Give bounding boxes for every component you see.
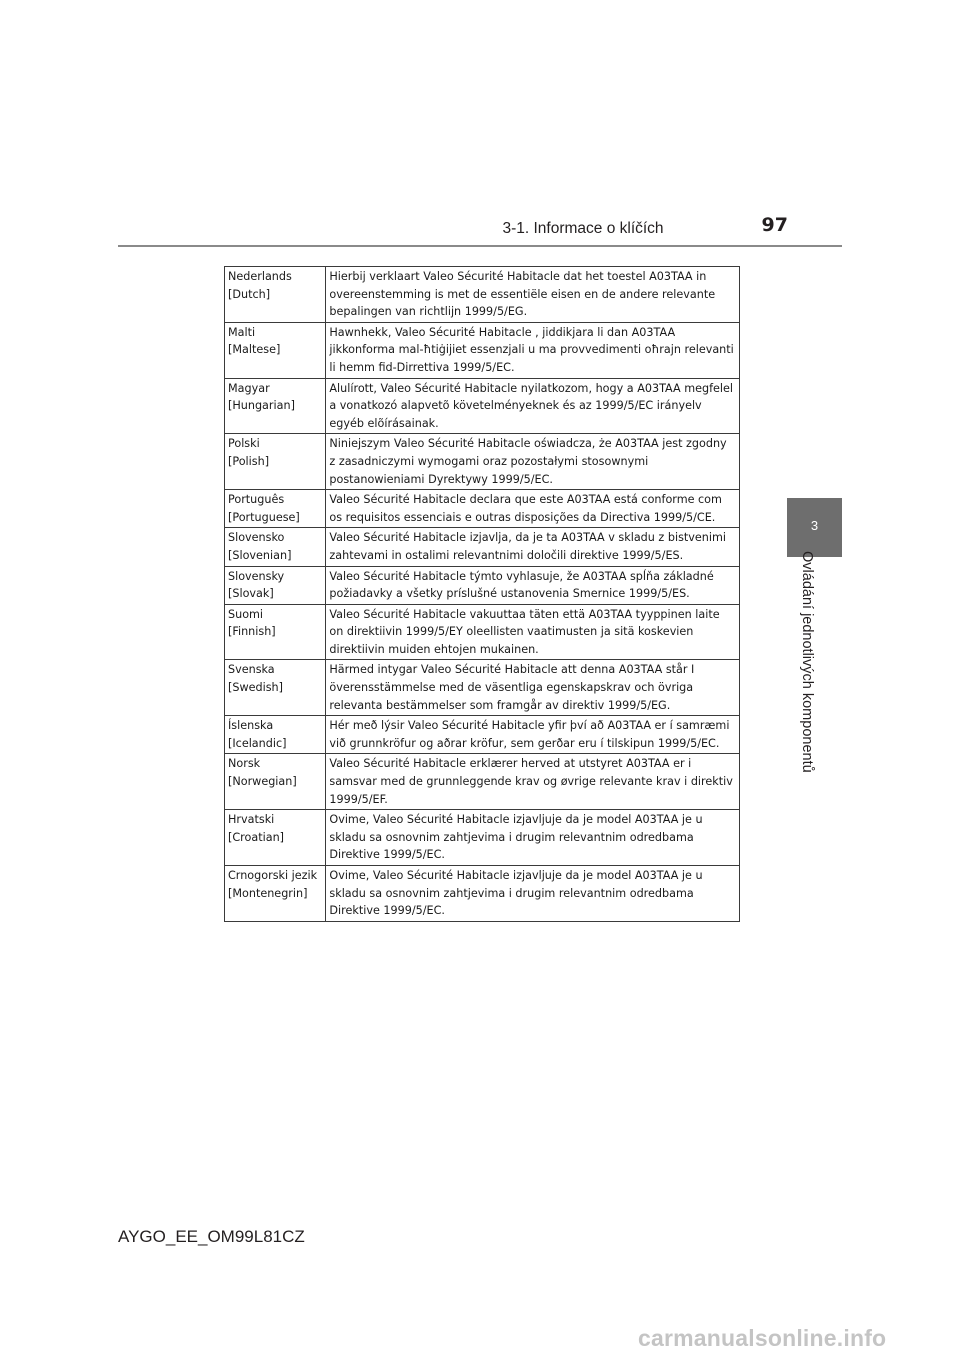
declaration-table-body [225, 267, 740, 922]
language-code: [Dutch] [228, 287, 271, 301]
language-code: [Polish] [228, 454, 270, 468]
declaration-text: Hawnhekk, Valeo Sécurité Habitacle , jiddikjara li dan A03TAA jikkonforma mal-ħtiġijiet essenzjali u ma provvedimenti oħrajn relevanti li hemm fid-Dirrettiva 1999/5/EC. [326, 322, 740, 378]
language-name: Crnogorski jezik [228, 869, 318, 882]
language-cell [225, 322, 326, 378]
chapter-number: 3 [810, 518, 819, 533]
language-code: [Portuguese] [228, 510, 300, 524]
language-name: Malti [228, 325, 256, 339]
declaration-text: Härmed intygar Valeo Sécurité Habitacle att denna A03TAA står I överensstämmelse med de väsentliga egenskapskrav och övriga relevanta bestämmelser som framgår av direktiv 1999/5/EG. [326, 660, 740, 716]
declaration-text: Valeo Sécurité Habitacle týmto vyhlasuje, že A03TAA spĺňa základné požiadavky a všetky príslušné ustanovenia Smernice 1999/5/ES. [326, 566, 740, 604]
table-row [225, 810, 740, 866]
language-code: [Slovak] [228, 587, 274, 601]
chapter-label: Ovládání jednotlivých komponentů [799, 551, 815, 773]
declaration-text: Ovime, Valeo Sécurité Habitacle izjavljuje da je model A03TAA je u skladu sa osnovnim zahtjevima i drugim relevantnim odredbama Direktive 1999/5/EC. [326, 810, 740, 866]
declaration-text: Valeo Sécurité Habitacle declara que este A03TAA está conforme com os requisitos essenciais e outras disposições da Directiva 1999/5/CE. [326, 490, 740, 528]
table-row [225, 716, 740, 754]
language-code: [Slovenian] [228, 548, 292, 562]
declaration-text: Niniejszym Valeo Sécurité Habitacle oświadcza, że A03TAA jest zgodny z zasadniczymi wymogami oraz pozostałymi stosownymi postanowieniami Dyrektywy 1999/5/EC. [326, 434, 740, 490]
declaration-text: Hér með lýsir Valeo Sécurité Habitacle yfir því að A03TAA er í samræmi við grunnkröfur og aðrar kröfur, sem gerðar eru í tilskipun 1999/5/EC. [326, 716, 740, 754]
language-code: [Maltese] [228, 343, 281, 357]
language-name: Polski [228, 437, 260, 451]
language-code: [Swedish] [228, 681, 283, 695]
declaration-text: Valeo Sécurité Habitacle vakuuttaa täten että A03TAA tyyppinen laite on direktiivin 1999/5/EY oleellisten vaatimusten ja sitä koskevien direktiivin muiden ehtojen mukainen. [326, 604, 740, 660]
language-cell [225, 528, 326, 566]
language-name: Magyar [228, 381, 270, 395]
language-name: Íslenska [228, 719, 274, 733]
declaration-text: Valeo Sécurité Habitacle erklærer herved at utstyret A03TAA er i samsvar med de grunnleggende krav og øvrige relevante krav i direktiv 1999/5/EF. [326, 754, 740, 810]
language-cell [225, 267, 326, 323]
language-name: Slovensky [228, 569, 285, 583]
table-row [225, 866, 740, 922]
language-cell [225, 810, 326, 866]
page-header [118, 214, 842, 248]
table-row [225, 604, 740, 660]
table-row [225, 267, 740, 323]
language-cell [225, 604, 326, 660]
language-cell [225, 660, 326, 716]
watermark: carmanualsonline.info [638, 1325, 887, 1351]
language-name: Hrvatski [228, 813, 275, 827]
table-row [225, 322, 740, 378]
declaration-text: Valeo Sécurité Habitacle izjavlja, da je ta A03TAA v skladu z bistvenimi zahtevami in ostalimi relevantnimi določili direktive 1999/5/ES. [326, 528, 740, 566]
language-name: Nederlands [228, 270, 292, 283]
declaration-table [224, 266, 740, 922]
table-row [225, 660, 740, 716]
declaration-text: Ovime, Valeo Sécurité Habitacle izjavljuje da je model A03TAA je u skladu sa osnovnim zahtjevima i drugim relevantnim odredbama Direktive 1999/5/EC. [326, 866, 740, 922]
language-name: Svenska [228, 663, 275, 677]
document-code: AYGO_EE_OM99L81CZ [118, 1227, 305, 1246]
language-name: Slovensko [228, 531, 285, 545]
language-code: [Finnish] [228, 625, 276, 639]
language-name: Português [228, 493, 285, 507]
language-cell [225, 866, 326, 922]
table-row [225, 528, 740, 566]
language-cell [225, 566, 326, 604]
language-name: Norsk [228, 757, 261, 771]
language-code: [Montenegrin] [228, 886, 308, 900]
language-cell [225, 716, 326, 754]
language-cell [225, 378, 326, 434]
section-title: 3-1. Informace o klíčích [502, 220, 664, 237]
table-row [225, 434, 740, 490]
table-row [225, 378, 740, 434]
language-code: [Norwegian] [228, 775, 297, 789]
table-row [225, 566, 740, 604]
language-name: Suomi [228, 607, 264, 621]
chapter-tab [787, 498, 842, 557]
header-rule [118, 245, 842, 247]
language-cell [225, 434, 326, 490]
declaration-text: Hierbij verklaart Valeo Sécurité Habitacle dat het toestel A03TAA in overeenstemming is met de essentiële eisen en de andere relevante bepalingen van richtlijn 1999/5/EG. [326, 267, 740, 323]
language-cell [225, 490, 326, 528]
table-row [225, 490, 740, 528]
language-code: [Croatian] [228, 830, 285, 844]
page-number: 97 [761, 214, 788, 236]
table-row [225, 754, 740, 810]
language-code: [Icelandic] [228, 736, 287, 750]
language-code: [Hungarian] [228, 399, 295, 413]
language-cell [225, 754, 326, 810]
declaration-text: Alulírott, Valeo Sécurité Habitacle nyilatkozom, hogy a A03TAA megfelel a vonatkozó alapvetõ követelményeknek és az 1999/5/EC irányelv egyéb elõírásainak. [326, 378, 740, 434]
